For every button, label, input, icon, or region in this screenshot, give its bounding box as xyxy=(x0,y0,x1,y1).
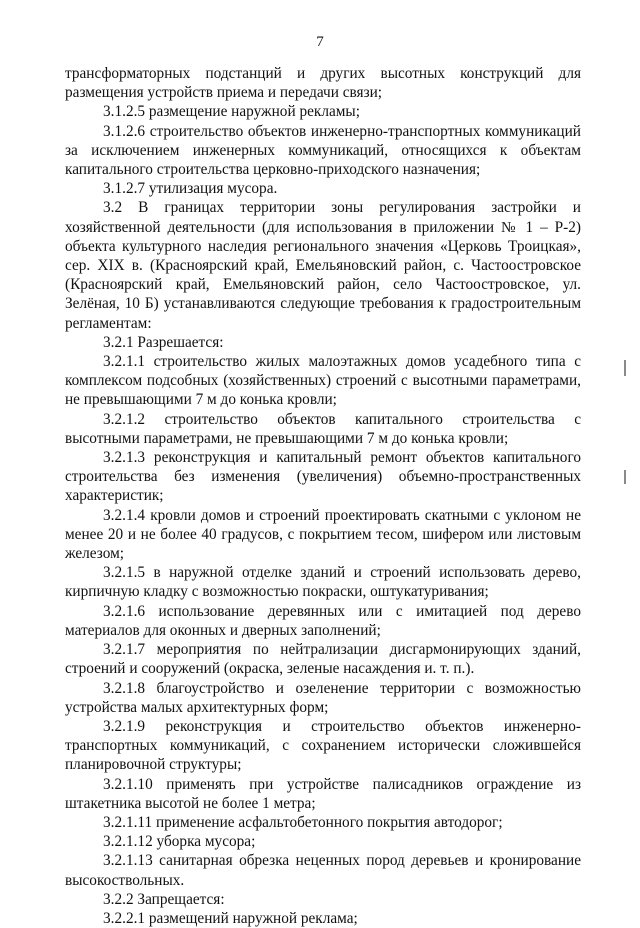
paragraph-3-2-1-13: 3.2.1.13 санитарная обрезка неценных пород деревьев и кронирование высокоствольных. xyxy=(65,852,581,889)
paragraph-3-2-1-2: 3.2.1.2 строительство объектов капитального строительства с высотными параметрами, не превышающими 7 м до конька кровли; xyxy=(65,410,581,447)
paragraph-3-2-2-1: 3.2.2.1 размещений наружной реклама; xyxy=(103,909,358,927)
paragraph-3-1-2-7: 3.1.2.7 утилизация мусора. xyxy=(103,180,278,198)
paragraph-3-2-1-6: 3.2.1.6 использование деревянных или с имитацией под дерево материалов для оконных и дверных заполнений; xyxy=(65,602,581,639)
paragraph-3-1-2-6: 3.1.2.6 строительство объектов инженерно-транспортных коммуникаций за исключением инженерных коммуникаций, относящихся к объектам капитального строительства церковно-приходского назначения; xyxy=(65,122,581,179)
paragraph-3-2-1-8: 3.2.1.8 благоустройство и озеленение территории с возможностью устройства малых архитектурных форм; xyxy=(65,679,581,716)
paragraph-3-2-1-3: 3.2.1.3 реконструкция и капитальный ремонт объектов капитального строительства без изменения (увеличения) объемно-пространственных характеристик; xyxy=(65,449,581,505)
paragraph-continuation: трансформаторных подстанций и других высотных конструкций для размещения устройств приема и передачи связи; xyxy=(65,65,581,102)
scan-edge-mark xyxy=(624,470,626,484)
paragraph-3-1-2-5: 3.1.2.5 размещение наружной рекламы; xyxy=(103,103,360,121)
document-body xyxy=(65,64,581,928)
paragraph-3-2-1-1: 3.2.1.1 строительство жилых малоэтажных домов усадебного типа с комплексом подсобных (хозяйственных) строений с высотными параметрами, не превышающими 7 м до конька кровли; xyxy=(65,353,581,409)
paragraph-3-2-1-10: 3.2.1.10 применять при устройстве палисадников ограждение из штакетника высотой не более 1 метра; xyxy=(65,775,581,812)
scan-edge-mark xyxy=(624,360,626,376)
paragraph-3-2: 3.2 В границах территории зоны регулирования застройки и хозяйственной деятельности (для использования в приложении № 1 – Р-2) объекта культурного наследия регионального значения «Церковь Троицкая», сер. XIX в. (Красноярский край, Емельяновский район, с. Частоостровское (Красноярский край, Емельяновский район, село Частоостровское, ул. Зелёная, 10 Б) устанавливаются следующие требования к градостроительным регламентам: xyxy=(65,199,581,332)
paragraph-3-2-1-5: 3.2.1.5 в наружной отделке зданий и строений использовать дерево, кирпичную кладку с возможностью покраски, оштукатуривания; xyxy=(65,564,581,601)
paragraph-3-2-1: 3.2.1 Разрешается: xyxy=(103,333,224,351)
paragraph-3-2-1-4: 3.2.1.4 кровли домов и строений проектировать скатными с уклоном не менее 20 и не более 40 градусов, с покрытием тесом, шифером или листовым железом; xyxy=(65,506,581,563)
paragraph-3-2-1-7: 3.2.1.7 мероприятия по нейтрализации дисгармонирующих зданий, строений и сооружений (окраска, зеленые насаждения и. т. п.). xyxy=(65,641,581,678)
paragraph-3-2-1-11: 3.2.1.11 применение асфальтобетонного покрытия автодорог; xyxy=(103,813,503,831)
paragraph-3-2-2: 3.2.2 Запрещается: xyxy=(103,890,225,908)
paragraph-3-2-1-9: 3.2.1.9 реконструкция и строительство объектов инженерно-транспортных коммуникаций, с сохранением исторически сложившейся планировочной структуры; xyxy=(65,717,581,774)
paragraph-3-2-1-12: 3.2.1.12 уборка мусора; xyxy=(103,833,256,851)
page-number: 7 xyxy=(316,34,324,50)
